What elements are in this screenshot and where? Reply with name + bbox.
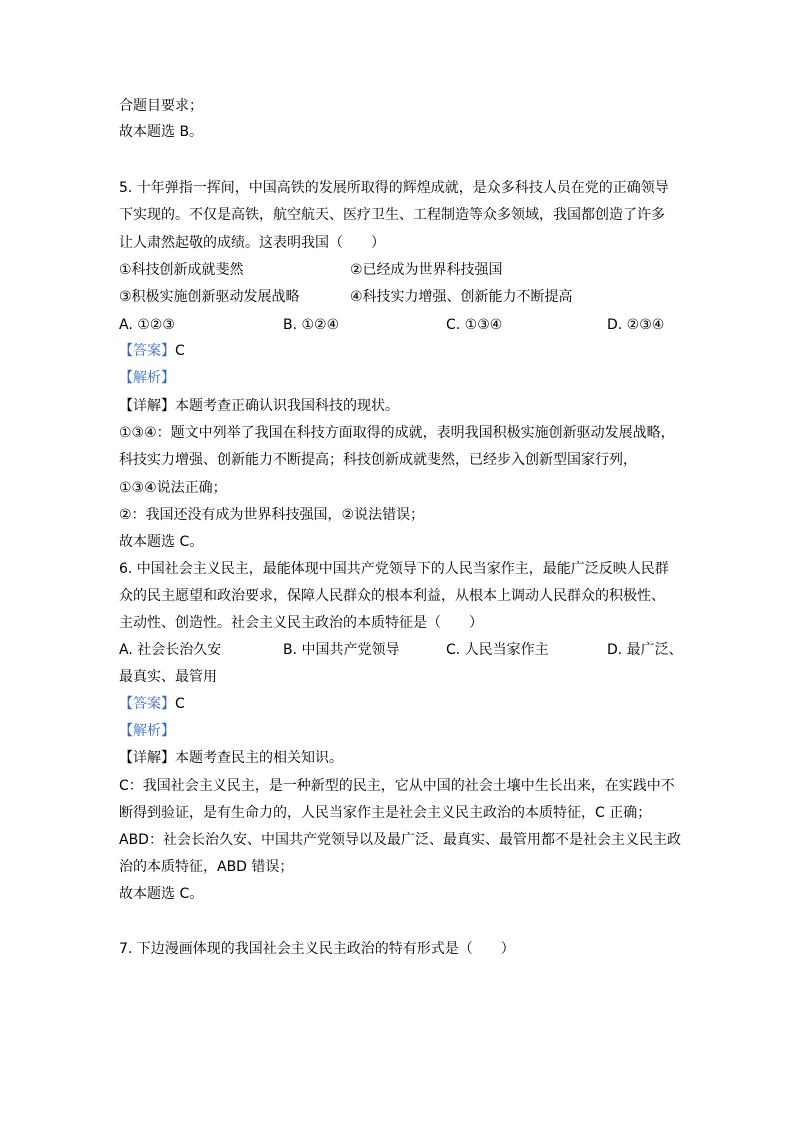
- q5-stem-line-2: 下实现的。不仅是高铁，航空航天、医疗卫生、工程制造等众多领域，我国都创造了许多: [119, 207, 665, 223]
- q7-stem-line-1: 7. 下边漫画体现的我国社会主义民主政治的特有形式是（ ）: [119, 941, 515, 957]
- detail-tag: 【详解】: [119, 398, 175, 414]
- q5-statement-3: ③积极实施创新驱动发展战略: [119, 289, 300, 305]
- q6-option-a: A. 社会长治久安: [119, 642, 222, 658]
- q5-option-c: C. ①③④: [446, 317, 503, 333]
- answer-tag: 【答案】: [119, 696, 175, 712]
- q5-explanation-line-3: ①③④说法正确；: [119, 480, 227, 496]
- q6-detail-row: [119, 748, 343, 768]
- q6-option-c: C. 人民当家作主: [446, 642, 549, 658]
- q6-explanation-line-2: 断得到验证，是有生命力的，人民当家作主是社会主义民主政治的本质特征，C 正确；: [119, 805, 652, 821]
- q6-option-b: B. 中国共产党领导: [283, 642, 400, 658]
- q6-answer-row: [119, 694, 185, 714]
- detail-tag: 【详解】: [119, 750, 175, 766]
- prev-question-conclusion: 故本题选 B。: [119, 124, 204, 140]
- q6-stem-line-1: 6. 中国社会主义民主，最能体现中国共产党领导下的人民当家作主，最能广泛反映人民群: [119, 561, 669, 577]
- q5-stem-line-1: 5. 十年弹指一挥间，中国高铁的发展所取得的辉煌成就，是众多科技人员在党的正确领导: [119, 180, 669, 196]
- detail-text: 本题考查民主的相关知识。: [175, 750, 343, 766]
- q5-answer-row: [119, 341, 185, 361]
- q6-conclusion: 故本题选 C。: [119, 886, 204, 902]
- answer-value: C: [175, 696, 185, 712]
- q5-statement-2: ②已经成为世界科技强国: [350, 262, 503, 278]
- q5-stem-line-3: 让人肃然起敬的成绩。这表明我国（ ）: [119, 235, 385, 251]
- q5-conclusion: 故本题选 C。: [119, 534, 204, 550]
- q5-explanation-line-1: ①③④：题文中列举了我国在科技方面取得的成就，表明我国积极实施创新驱动发展战略，: [119, 425, 675, 441]
- q5-option-b: B. ①②④: [283, 317, 340, 333]
- q6-option-d: D. 最广泛、: [607, 642, 683, 658]
- q6-option-d-continued: 最真实、最管用: [119, 669, 217, 685]
- q5-explanation-line-2: 科技实力增强、创新能力不断提高；科技创新成就斐然，已经步入创新型国家行列，: [119, 452, 637, 468]
- q6-explanation-line-1: C：我国社会主义民主，是一种新型的民主，它从中国的社会土壤中生长出来，在实践中不: [119, 778, 675, 794]
- q5-detail-row: [119, 396, 399, 416]
- detail-text: 本题考查正确认识我国科技的现状。: [175, 398, 399, 414]
- q5-option-d: D. ②③④: [607, 317, 665, 333]
- q6-explanation-line-4: 治的本质特征，ABD 错误；: [119, 859, 294, 875]
- answer-tag: 【答案】: [119, 343, 175, 359]
- q5-explanation-line-4: ②：我国还没有成为世界科技强国，②说法错误；: [119, 507, 425, 523]
- q6-analysis-tag: 【解析】: [119, 723, 175, 739]
- q5-option-a: A. ①②③: [119, 317, 175, 333]
- answer-value: C: [175, 343, 185, 359]
- q6-explanation-line-3: ABD：社会长治久安、中国共产党领导以及最广泛、最真实、最管用都不是社会主义民主政: [119, 832, 681, 848]
- prev-question-tail-line: 合题目要求；: [119, 98, 203, 114]
- q5-statement-4: ④科技实力增强、创新能力不断提高: [350, 289, 573, 305]
- q6-stem-line-2: 众的民主愿望和政治要求，保障人民群众的根本利益，从根本上调动人民群众的积极性、: [119, 588, 665, 604]
- q6-stem-line-3: 主动性、创造性。社会主义民主政治的本质特征是（ ）: [119, 615, 483, 631]
- q5-statement-1: ①科技创新成就斐然: [119, 262, 244, 278]
- q5-analysis-tag: 【解析】: [119, 370, 175, 386]
